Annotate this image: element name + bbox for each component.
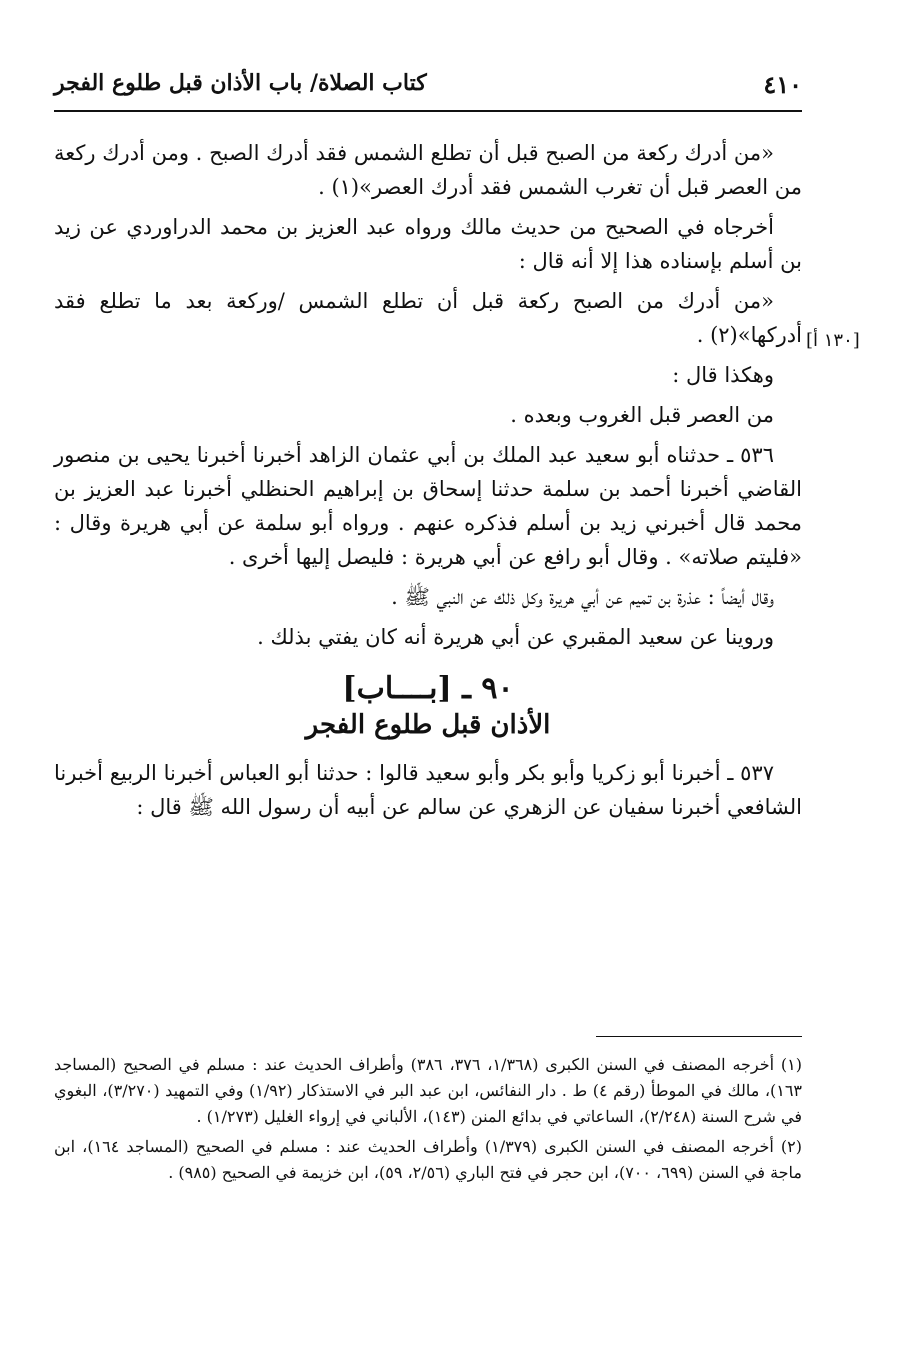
hadith-536: ٥٣٦ ـ حدثناه أبو سعيد عبد الملك بن أبي عثمان الزاهد أخبرنا أخبرنا يحيى بن منصور القاضي أخبرنا أحمد بن سلمة حدثنا إسحاق بن إبراهيم الحنظلي أخبرنا عبد العزيز بن محمد قال أخبرني زيد بن أسلم فذكره عنهم . ورواه أبو سلمة عن أبي هريرة وقال : «فليتم صلاته» . وقال أبو رافع عن أبي هريرة : فليصل إليها أخرى . <box>54 443 802 569</box>
running-title: كتاب الصلاة/ باب الأذان قبل طلوع الفجر <box>54 70 427 96</box>
chapter-title: الأذان قبل طلوع الفجر <box>305 710 551 740</box>
commentary-paragraph-4: وقال أيضاً : عذرة بن تميم عن أبي هريرة وكل ذلك عن النبي ﷺ . <box>391 585 774 609</box>
margin-folio-note: [١٣٠ أ] <box>806 330 860 351</box>
chapter-number: ٩٠ ـ [بــــاب] <box>342 671 514 706</box>
commentary-paragraph-5: وروينا عن سعيد المقبري عن أبي هريرة أنه كان يفتي بذلك . <box>257 625 774 649</box>
commentary-paragraph-3: من العصر قبل الغروب وبعده . <box>510 403 774 427</box>
commentary-paragraph-1: أخرجاه في الصحيح من حديث مالك ورواه عبد العزيز بن محمد الدراوردي عن زيد بن أسلم بإسناده هذا إلا أنه قال : <box>54 215 802 273</box>
page-header <box>54 66 802 106</box>
hadith-quote-2: «من أدرك من الصبح ركعة قبل أن تطلع الشمس /وركعة بعد ما تطلع فقد أدركها»(٢) . <box>54 289 802 347</box>
footnote-rule <box>596 1036 802 1037</box>
footnote-2: (٢) أخرجه المصنف في السنن الكبرى (١/٣٧٩) وأطراف الحديث عند : مسلم في الصحيح (المساجد ١٦٤)، ابن ماجة في السنن (٦٩٩، ٧٠٠)، ابن حجر في فتح الباري (٢/٥٦، ٥٩)، ابن خزيمة في الصحيح (٩٨٥) . <box>54 1137 803 1182</box>
commentary-paragraph-2: وهكذا قال : <box>672 363 774 387</box>
hadith-537: ٥٣٧ ـ أخبرنا أبو زكريا وأبو بكر وأبو سعيد قالوا : حدثنا أبو العباس أخبرنا الربيع أخبرنا الشافعي أخبرنا سفيان عن الزهري عن سالم عن أبيه أن رسول الله ﷺ قال : <box>54 761 802 819</box>
header-rule <box>54 110 802 112</box>
main-text <box>54 136 802 830</box>
hadith-quote-1: «من أدرك ركعة من الصبح قبل أن تطلع الشمس فقد أدرك الصبح . ومن أدرك ركعة من العصر قبل أن تغرب الشمس فقد أدرك العصر»(١) . <box>54 141 802 199</box>
footnote-1: (١) أخرجه المصنف في السنن الكبرى (١/٣٦٨، ٣٧٦، ٣٨٦) وأطراف الحديث عند : مسلم في الصحيح (المساجد ١٦٣)، مالك في الموطأ (رقم ٤) ط . دار النفائس، ابن عبد البر في الاستذكار (١/٩٢) وفي التمهيد (٣/٢٧٠)، البغوي في شرح السنة (٢/٢٤٨)، الساعاتي في بدائع المنن (١٤٣)، الألباني في إرواء الغليل (١/٢٧٣) . <box>54 1055 803 1126</box>
page-number: ٤١٠ <box>763 70 802 99</box>
footnotes <box>54 1052 802 1190</box>
